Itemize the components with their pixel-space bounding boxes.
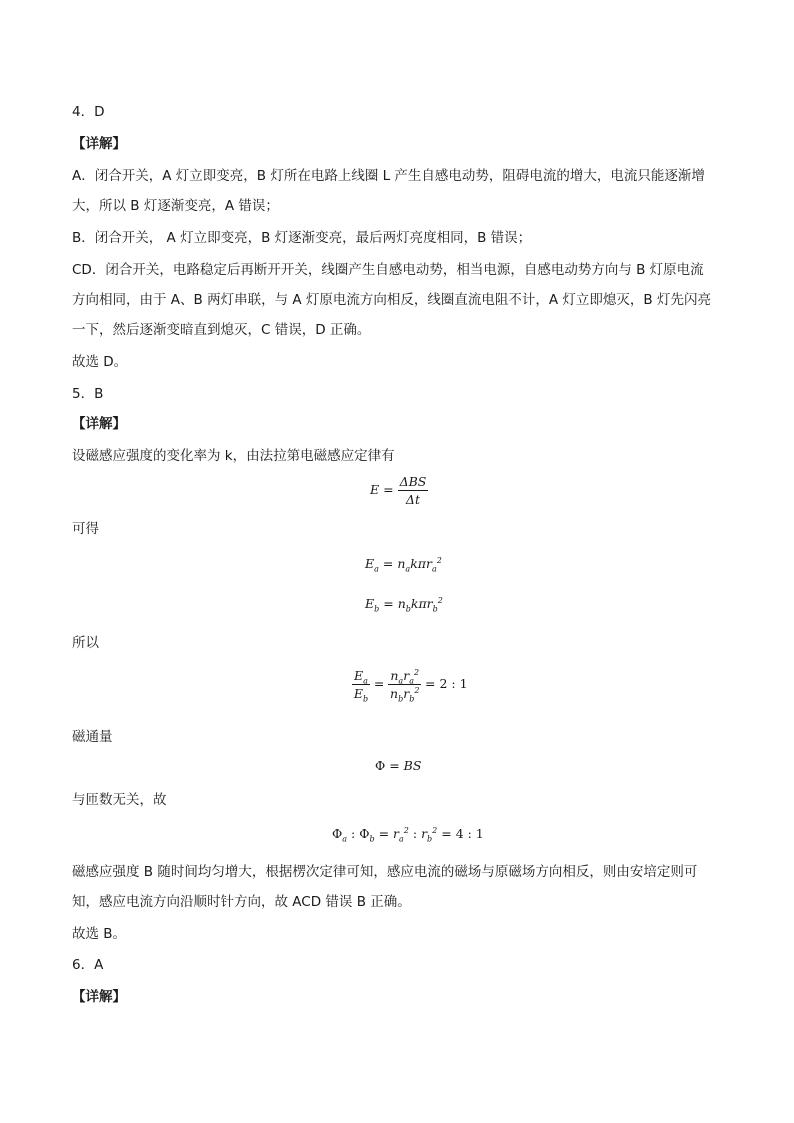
q4-line-4: CD．闭合开关，电路稳定后再断开开关，线圈产生自感电动势，相当电源，自感电动势方向与 B 灯原电流 xyxy=(72,262,704,278)
formula-faraday-numerator: ΔBS xyxy=(399,474,427,489)
q4-line-3: B．闭合开关， A 灯立即变亮，B 灯逐渐变亮，最后两灯亮度相同，B 错误； xyxy=(72,230,532,246)
q4-line-7: 故选 D。 xyxy=(72,354,128,370)
q5-kede: 可得 xyxy=(72,521,99,537)
formula-flux: Φ = BS xyxy=(375,758,422,773)
q4-heading: 【详解】 xyxy=(72,136,126,152)
q5-intro: 设磁感应强度的变化率为 k，由法拉第电磁感应定律有 xyxy=(72,448,395,464)
q4-line-2: 大，所以 B 灯逐渐变亮，A 错误； xyxy=(72,198,279,214)
formula-eb: $E_b = n_bk\pi r_b^2$ xyxy=(365,595,443,614)
q4-line-6: 一下，然后逐渐变暗直到熄灭，C 错误，D 正确。 xyxy=(72,322,371,338)
q5-answer: 5．B xyxy=(72,386,104,402)
formula-faraday xyxy=(370,474,428,507)
q4-line-1: A．闭合开关，A 灯立即变亮，B 灯所在电路上线圈 L 产生自感电动势，阻碍电流的增大，电流只能逐渐增 xyxy=(72,168,705,184)
q6-answer: 6．A xyxy=(72,957,104,973)
formula-ea: $E_a = n_ak\pi r_a^2$ xyxy=(365,555,442,574)
q5-unrelated: 与匝数无关，故 xyxy=(72,792,167,808)
q5-heading: 【详解】 xyxy=(72,416,126,432)
q4-answer: 4．D xyxy=(72,104,105,120)
formula-ratio-result: = 2 : 1 xyxy=(425,676,468,691)
q5-line-3: 故选 B。 xyxy=(72,926,127,942)
q6-heading: 【详解】 xyxy=(72,989,126,1005)
formula-ratio: $\frac{E_a}{E_b}$ = $\frac{n_ar_a^2}{n_br_b^2}$ = 2 : 1 xyxy=(353,667,468,704)
formula-flux-ratio: $\Phi_a$ : $\Phi_b = r_a^2$ : $r_b^2 = 4$ : 1 xyxy=(332,825,484,844)
q5-suoyi: 所以 xyxy=(72,635,99,651)
formula-flux-ratio-result: = 4 : 1 xyxy=(441,826,484,841)
q5-line-2: 知，感应电流方向沿顺时针方向，故 ACD 错误 B 正确。 xyxy=(72,894,411,910)
formula-faraday-denominator: Δt xyxy=(405,492,420,507)
q5-line-1: 磁感应强度 B 随时间均匀增大，根据楞次定律可知，感应电流的磁场与原磁场方向相反，则由安培定则可 xyxy=(72,864,698,880)
q4-line-5: 方向相同，由于 A、B 两灯串联，与 A 灯原电流方向相反，线圈直流电阻不计，A 灯立即熄灭，B 灯先闪亮 xyxy=(72,292,711,308)
formula-faraday-lhs: E = xyxy=(370,482,394,497)
q5-flux-label: 磁通量 xyxy=(72,729,113,745)
